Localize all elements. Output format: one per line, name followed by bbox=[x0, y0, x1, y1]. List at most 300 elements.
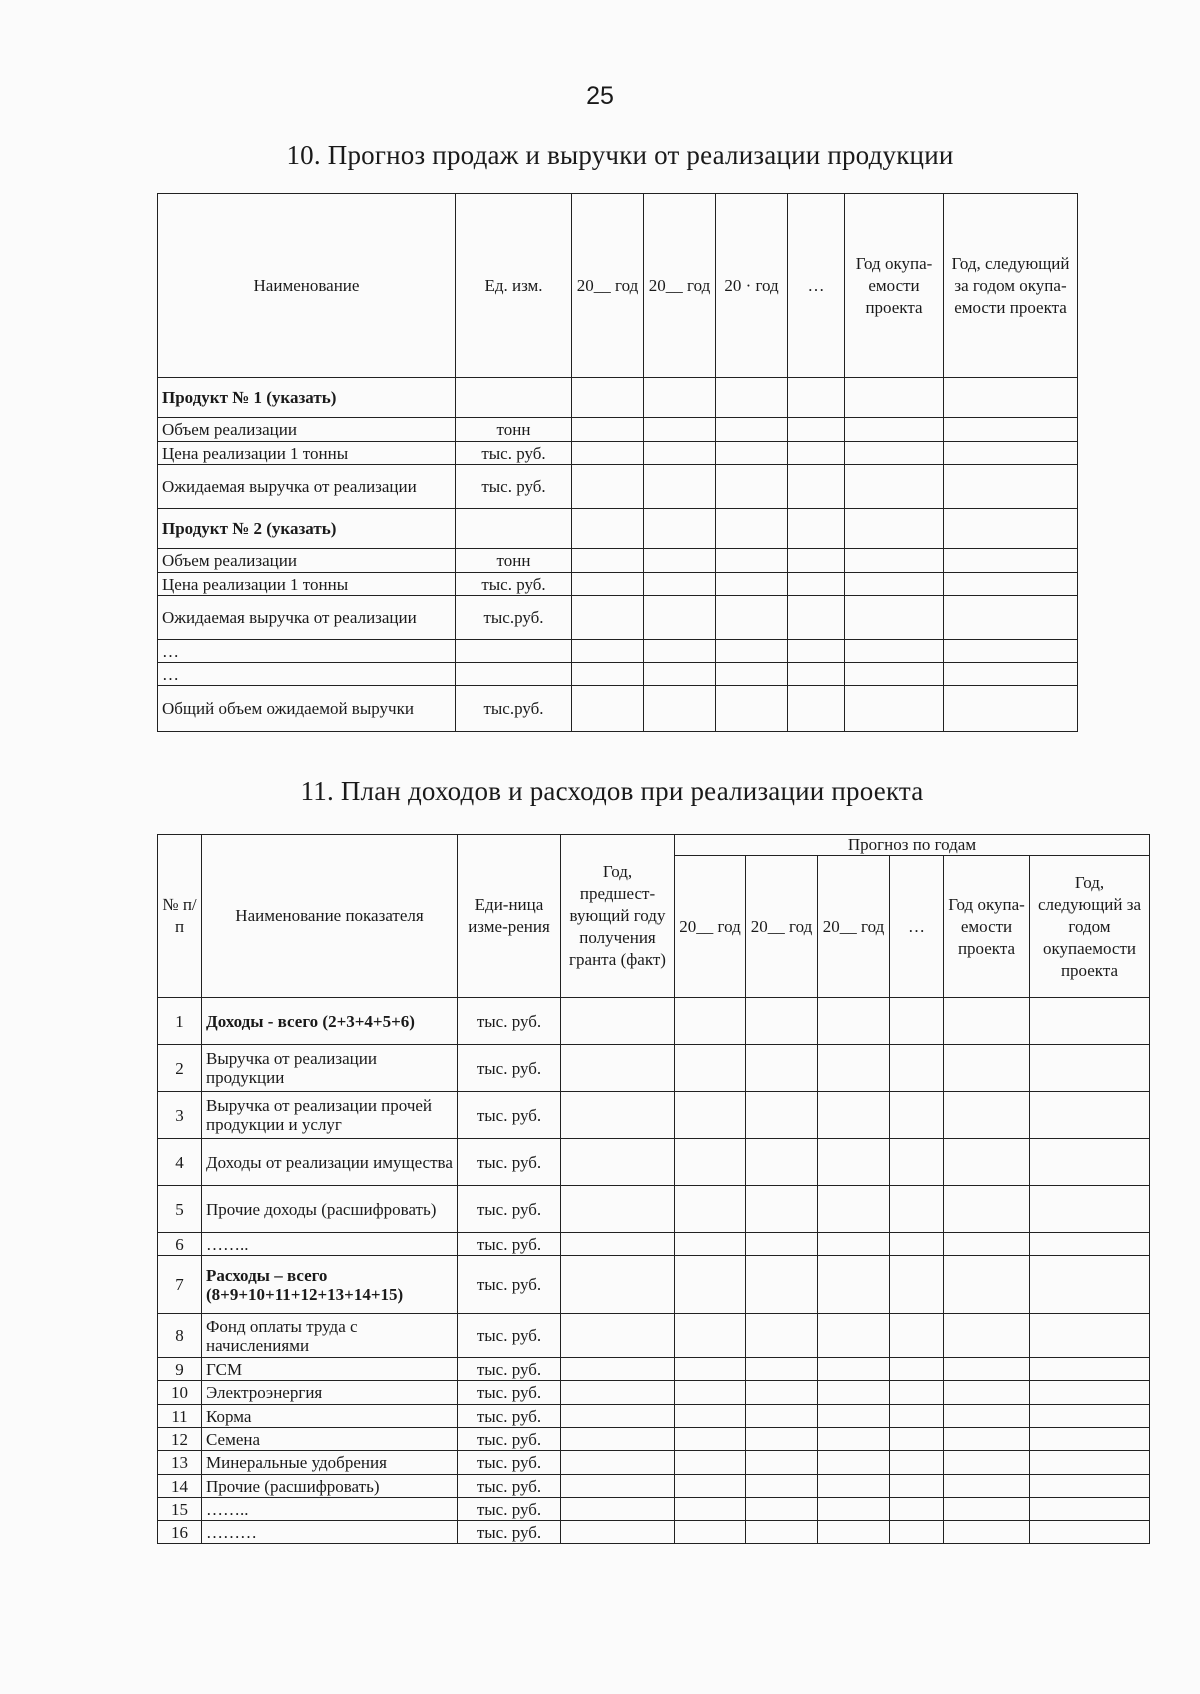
row-unit: тыс. руб. bbox=[458, 1139, 561, 1186]
value-cell bbox=[561, 1428, 675, 1451]
value-cell bbox=[644, 663, 716, 686]
row-name: Электроэнергия bbox=[202, 1381, 458, 1405]
table-row bbox=[158, 1314, 1150, 1358]
value-cell bbox=[561, 1092, 675, 1139]
value-cell bbox=[675, 1475, 746, 1498]
table-row bbox=[158, 1139, 1150, 1186]
value-cell bbox=[675, 1092, 746, 1139]
table-row bbox=[158, 1498, 1150, 1521]
value-cell bbox=[944, 1186, 1030, 1233]
value-cell bbox=[944, 1381, 1030, 1405]
value-cell bbox=[746, 1139, 818, 1186]
table-row bbox=[158, 1233, 1150, 1256]
row-unit bbox=[456, 663, 572, 686]
sales-forecast-table bbox=[157, 193, 1078, 732]
value-cell bbox=[675, 1358, 746, 1381]
value-cell bbox=[944, 573, 1078, 596]
value-cell bbox=[788, 418, 845, 442]
value-cell bbox=[845, 640, 944, 663]
value-cell bbox=[644, 573, 716, 596]
table-row bbox=[158, 1358, 1150, 1381]
row-unit: тыс. руб. bbox=[458, 1475, 561, 1498]
value-cell bbox=[716, 465, 788, 509]
table-row bbox=[158, 998, 1150, 1045]
value-cell bbox=[675, 1451, 746, 1475]
row-name: Семена bbox=[202, 1428, 458, 1451]
row-name: Минеральные удобрения bbox=[202, 1451, 458, 1475]
value-cell bbox=[644, 465, 716, 509]
value-cell bbox=[890, 1186, 944, 1233]
row-name: Выручка от реализации прочей продукции и услуг bbox=[202, 1092, 458, 1139]
value-cell bbox=[644, 418, 716, 442]
value-cell bbox=[944, 442, 1078, 465]
row-name: …….. bbox=[202, 1233, 458, 1256]
value-cell bbox=[890, 1092, 944, 1139]
value-cell bbox=[845, 549, 944, 573]
value-cell bbox=[675, 1186, 746, 1233]
row-unit: тыс. руб. bbox=[458, 1498, 561, 1521]
header-next-year: Год, следующий за годом окупаемости проекта bbox=[1030, 856, 1150, 998]
value-cell bbox=[890, 1475, 944, 1498]
value-cell bbox=[944, 640, 1078, 663]
row-unit: тыс. руб. bbox=[458, 1186, 561, 1233]
row-name: Доходы - всего (2+3+4+5+6) bbox=[202, 998, 458, 1045]
value-cell bbox=[675, 1428, 746, 1451]
value-cell bbox=[644, 686, 716, 732]
value-cell bbox=[572, 663, 644, 686]
value-cell bbox=[845, 509, 944, 549]
value-cell bbox=[944, 465, 1078, 509]
header-name: Наименование bbox=[158, 194, 456, 378]
value-cell bbox=[561, 1405, 675, 1428]
value-cell bbox=[890, 1256, 944, 1314]
value-cell bbox=[818, 1381, 890, 1405]
row-unit: тыс. руб. bbox=[456, 465, 572, 509]
value-cell bbox=[944, 596, 1078, 640]
value-cell bbox=[746, 1405, 818, 1428]
value-cell bbox=[818, 1256, 890, 1314]
value-cell bbox=[561, 998, 675, 1045]
value-cell bbox=[716, 378, 788, 418]
value-cell bbox=[1030, 1139, 1150, 1186]
row-name: Выручка от реализации продукции bbox=[202, 1045, 458, 1092]
value-cell bbox=[716, 640, 788, 663]
row-number: 6 bbox=[158, 1233, 202, 1256]
value-cell bbox=[716, 686, 788, 732]
value-cell bbox=[675, 1233, 746, 1256]
value-cell bbox=[716, 418, 788, 442]
row-name: Продукт № 1 (указать) bbox=[158, 378, 456, 418]
row-name: …….. bbox=[202, 1498, 458, 1521]
value-cell bbox=[1030, 1475, 1150, 1498]
row-number: 7 bbox=[158, 1256, 202, 1314]
value-cell bbox=[675, 1045, 746, 1092]
header-prev-year: Год, предшест-вующий году получения гранта (факт) bbox=[561, 835, 675, 998]
value-cell bbox=[746, 998, 818, 1045]
table-row bbox=[158, 686, 1078, 732]
value-cell bbox=[944, 663, 1078, 686]
value-cell bbox=[675, 1381, 746, 1405]
row-unit: тыс. руб. bbox=[458, 1405, 561, 1428]
value-cell bbox=[890, 1314, 944, 1358]
table-row bbox=[158, 1475, 1150, 1498]
row-name: Прочие (расшифровать) bbox=[202, 1475, 458, 1498]
row-name: ГСМ bbox=[202, 1358, 458, 1381]
value-cell bbox=[845, 465, 944, 509]
row-number: 13 bbox=[158, 1451, 202, 1475]
row-name: ……… bbox=[202, 1521, 458, 1544]
table-row bbox=[158, 1521, 1150, 1544]
row-number: 14 bbox=[158, 1475, 202, 1498]
row-number: 4 bbox=[158, 1139, 202, 1186]
table-row bbox=[158, 1428, 1150, 1451]
page-number: 25 bbox=[586, 82, 614, 110]
row-name: Объем реализации bbox=[158, 549, 456, 573]
table-row bbox=[158, 509, 1078, 549]
value-cell bbox=[818, 1475, 890, 1498]
row-number: 3 bbox=[158, 1092, 202, 1139]
table-row bbox=[158, 442, 1078, 465]
value-cell bbox=[1030, 1092, 1150, 1139]
value-cell bbox=[944, 509, 1078, 549]
value-cell bbox=[944, 1405, 1030, 1428]
value-cell bbox=[818, 1233, 890, 1256]
value-cell bbox=[716, 549, 788, 573]
row-name: Расходы – всего (8+9+10+11+12+13+14+15) bbox=[202, 1256, 458, 1314]
value-cell bbox=[746, 1358, 818, 1381]
value-cell bbox=[716, 663, 788, 686]
value-cell bbox=[572, 378, 644, 418]
value-cell bbox=[944, 1451, 1030, 1475]
header-year-3: 20__ год bbox=[818, 856, 890, 998]
row-name: Прочие доходы (расшифровать) bbox=[202, 1186, 458, 1233]
value-cell bbox=[572, 549, 644, 573]
value-cell bbox=[1030, 1498, 1150, 1521]
value-cell bbox=[890, 1139, 944, 1186]
row-unit bbox=[456, 509, 572, 549]
value-cell bbox=[1030, 1186, 1150, 1233]
value-cell bbox=[572, 509, 644, 549]
value-cell bbox=[1030, 1381, 1150, 1405]
row-number: 12 bbox=[158, 1428, 202, 1451]
value-cell bbox=[818, 1139, 890, 1186]
value-cell bbox=[675, 998, 746, 1045]
value-cell bbox=[818, 998, 890, 1045]
row-unit: тыс. руб. bbox=[456, 442, 572, 465]
row-name: Общий объем ожидаемой выручки bbox=[158, 686, 456, 732]
row-number: 9 bbox=[158, 1358, 202, 1381]
value-cell bbox=[788, 573, 845, 596]
value-cell bbox=[788, 509, 845, 549]
value-cell bbox=[944, 1256, 1030, 1314]
table-row bbox=[158, 1405, 1150, 1428]
value-cell bbox=[890, 1358, 944, 1381]
value-cell bbox=[746, 1475, 818, 1498]
row-unit: тыс. руб. bbox=[458, 1451, 561, 1475]
row-unit: тыс. руб. bbox=[458, 1045, 561, 1092]
value-cell bbox=[716, 596, 788, 640]
section-11-title: 11. План доходов и расходов при реализации проекта bbox=[300, 776, 924, 806]
value-cell bbox=[1030, 1233, 1150, 1256]
value-cell bbox=[746, 1314, 818, 1358]
value-cell bbox=[944, 549, 1078, 573]
row-number: 16 bbox=[158, 1521, 202, 1544]
value-cell bbox=[675, 1521, 746, 1544]
value-cell bbox=[818, 1451, 890, 1475]
row-unit: тыс. руб. bbox=[458, 1314, 561, 1358]
value-cell bbox=[818, 1045, 890, 1092]
value-cell bbox=[944, 378, 1078, 418]
value-cell bbox=[944, 1358, 1030, 1381]
table-row bbox=[158, 1092, 1150, 1139]
value-cell bbox=[890, 998, 944, 1045]
row-number: 1 bbox=[158, 998, 202, 1045]
value-cell bbox=[746, 1498, 818, 1521]
value-cell bbox=[890, 1451, 944, 1475]
value-cell bbox=[944, 1045, 1030, 1092]
header-next-year: Год, следующий за годом окупа-емости проекта bbox=[944, 194, 1078, 378]
value-cell bbox=[845, 378, 944, 418]
value-cell bbox=[944, 686, 1078, 732]
value-cell bbox=[644, 596, 716, 640]
row-number: 2 bbox=[158, 1045, 202, 1092]
row-unit: тыс. руб. bbox=[458, 1358, 561, 1381]
value-cell bbox=[845, 686, 944, 732]
header-unit: Ед. изм. bbox=[456, 194, 572, 378]
value-cell bbox=[788, 442, 845, 465]
header-year-2: 20__ год bbox=[644, 194, 716, 378]
value-cell bbox=[944, 1428, 1030, 1451]
row-name: Фонд оплаты труда с начислениями bbox=[202, 1314, 458, 1358]
table-row bbox=[158, 1381, 1150, 1405]
value-cell bbox=[890, 1428, 944, 1451]
row-unit: тыс. руб. bbox=[458, 1256, 561, 1314]
header-payback-year: Год окупа-емости проекта bbox=[944, 856, 1030, 998]
value-cell bbox=[572, 640, 644, 663]
value-cell bbox=[1030, 1521, 1150, 1544]
table-header-row bbox=[158, 835, 1150, 856]
header-year-1: 20__ год bbox=[675, 856, 746, 998]
value-cell bbox=[746, 1451, 818, 1475]
value-cell bbox=[818, 1428, 890, 1451]
row-name: Цена реализации 1 тонны bbox=[158, 442, 456, 465]
table-row bbox=[158, 1186, 1150, 1233]
value-cell bbox=[890, 1405, 944, 1428]
header-ellipsis: … bbox=[788, 194, 845, 378]
value-cell bbox=[561, 1475, 675, 1498]
value-cell bbox=[788, 640, 845, 663]
value-cell bbox=[944, 1521, 1030, 1544]
value-cell bbox=[788, 663, 845, 686]
row-unit: тонн bbox=[456, 418, 572, 442]
value-cell bbox=[746, 1092, 818, 1139]
header-ellipsis: … bbox=[890, 856, 944, 998]
value-cell bbox=[788, 596, 845, 640]
table-row bbox=[158, 640, 1078, 663]
value-cell bbox=[1030, 1045, 1150, 1092]
value-cell bbox=[818, 1092, 890, 1139]
value-cell bbox=[746, 1428, 818, 1451]
value-cell bbox=[561, 1381, 675, 1405]
table-row bbox=[158, 1045, 1150, 1092]
value-cell bbox=[818, 1521, 890, 1544]
value-cell bbox=[818, 1405, 890, 1428]
value-cell bbox=[561, 1314, 675, 1358]
income-expense-table bbox=[157, 834, 1150, 1544]
row-unit: тыс. руб. bbox=[458, 1092, 561, 1139]
row-unit: тыс. руб. bbox=[458, 1233, 561, 1256]
header-name: Наименование показателя bbox=[202, 835, 458, 998]
value-cell bbox=[890, 1381, 944, 1405]
row-name: Цена реализации 1 тонны bbox=[158, 573, 456, 596]
row-unit: тыс. руб. bbox=[458, 998, 561, 1045]
value-cell bbox=[561, 1521, 675, 1544]
value-cell bbox=[818, 1186, 890, 1233]
row-name: Доходы от реализации имущества bbox=[202, 1139, 458, 1186]
header-year-1: 20__ год bbox=[572, 194, 644, 378]
value-cell bbox=[675, 1139, 746, 1186]
value-cell bbox=[818, 1314, 890, 1358]
value-cell bbox=[716, 509, 788, 549]
value-cell bbox=[845, 573, 944, 596]
value-cell bbox=[572, 442, 644, 465]
row-unit: тыс. руб. bbox=[458, 1428, 561, 1451]
value-cell bbox=[675, 1405, 746, 1428]
value-cell bbox=[561, 1045, 675, 1092]
value-cell bbox=[944, 1092, 1030, 1139]
row-name: Корма bbox=[202, 1405, 458, 1428]
row-name: Ожидаемая выручка от реализации bbox=[158, 465, 456, 509]
value-cell bbox=[944, 1139, 1030, 1186]
value-cell bbox=[561, 1256, 675, 1314]
table-row bbox=[158, 573, 1078, 596]
value-cell bbox=[561, 1233, 675, 1256]
value-cell bbox=[845, 418, 944, 442]
value-cell bbox=[1030, 1405, 1150, 1428]
value-cell bbox=[788, 378, 845, 418]
row-number: 10 bbox=[158, 1381, 202, 1405]
value-cell bbox=[944, 1314, 1030, 1358]
header-year-3: 20 · год bbox=[716, 194, 788, 378]
header-forecast: Прогноз по годам bbox=[675, 835, 1150, 856]
table-row bbox=[158, 465, 1078, 509]
value-cell bbox=[572, 596, 644, 640]
value-cell bbox=[1030, 1451, 1150, 1475]
row-number: 15 bbox=[158, 1498, 202, 1521]
table-row bbox=[158, 1451, 1150, 1475]
value-cell bbox=[561, 1139, 675, 1186]
table-row bbox=[158, 596, 1078, 640]
value-cell bbox=[788, 686, 845, 732]
value-cell bbox=[572, 686, 644, 732]
value-cell bbox=[890, 1521, 944, 1544]
row-unit: тыс.руб. bbox=[456, 686, 572, 732]
value-cell bbox=[944, 998, 1030, 1045]
value-cell bbox=[944, 1498, 1030, 1521]
row-name: … bbox=[158, 640, 456, 663]
value-cell bbox=[788, 549, 845, 573]
value-cell bbox=[644, 442, 716, 465]
value-cell bbox=[561, 1451, 675, 1475]
value-cell bbox=[675, 1314, 746, 1358]
value-cell bbox=[746, 1256, 818, 1314]
table-row bbox=[158, 549, 1078, 573]
row-number: 8 bbox=[158, 1314, 202, 1358]
value-cell bbox=[890, 1498, 944, 1521]
value-cell bbox=[845, 596, 944, 640]
row-number: 5 bbox=[158, 1186, 202, 1233]
value-cell bbox=[746, 1521, 818, 1544]
row-name: … bbox=[158, 663, 456, 686]
header-payback-year: Год окупа-емости проекта bbox=[845, 194, 944, 378]
row-name: Ожидаемая выручка от реализации bbox=[158, 596, 456, 640]
value-cell bbox=[845, 663, 944, 686]
value-cell bbox=[890, 1045, 944, 1092]
value-cell bbox=[644, 549, 716, 573]
table-row bbox=[158, 663, 1078, 686]
header-unit: Еди-ница изме-рения bbox=[458, 835, 561, 998]
table-row bbox=[158, 1256, 1150, 1314]
row-unit: тыс. руб. bbox=[458, 1521, 561, 1544]
row-unit: тонн bbox=[456, 549, 572, 573]
value-cell bbox=[944, 1475, 1030, 1498]
value-cell bbox=[644, 640, 716, 663]
value-cell bbox=[561, 1186, 675, 1233]
table-header-row bbox=[158, 194, 1078, 378]
row-number: 11 bbox=[158, 1405, 202, 1428]
row-unit bbox=[456, 378, 572, 418]
value-cell bbox=[845, 442, 944, 465]
row-unit: тыс. руб. bbox=[458, 1381, 561, 1405]
value-cell bbox=[675, 1498, 746, 1521]
value-cell bbox=[716, 442, 788, 465]
table-row bbox=[158, 418, 1078, 442]
value-cell bbox=[716, 573, 788, 596]
value-cell bbox=[1030, 998, 1150, 1045]
value-cell bbox=[818, 1358, 890, 1381]
value-cell bbox=[788, 465, 845, 509]
value-cell bbox=[746, 1381, 818, 1405]
row-name: Объем реализации bbox=[158, 418, 456, 442]
value-cell bbox=[746, 1186, 818, 1233]
row-unit bbox=[456, 640, 572, 663]
value-cell bbox=[890, 1233, 944, 1256]
value-cell bbox=[644, 378, 716, 418]
row-unit: тыс. руб. bbox=[456, 573, 572, 596]
value-cell bbox=[675, 1256, 746, 1314]
value-cell bbox=[746, 1233, 818, 1256]
value-cell bbox=[572, 418, 644, 442]
header-num: № п/ п bbox=[158, 835, 202, 998]
value-cell bbox=[561, 1498, 675, 1521]
row-name: Продукт № 2 (указать) bbox=[158, 509, 456, 549]
value-cell bbox=[944, 1233, 1030, 1256]
value-cell bbox=[1030, 1314, 1150, 1358]
value-cell bbox=[746, 1045, 818, 1092]
value-cell bbox=[818, 1498, 890, 1521]
header-year-2: 20__ год bbox=[746, 856, 818, 998]
value-cell bbox=[561, 1358, 675, 1381]
value-cell bbox=[572, 573, 644, 596]
section-10-title: 10. Прогноз продаж и выручки от реализации продукции bbox=[286, 140, 954, 170]
value-cell bbox=[944, 418, 1078, 442]
value-cell bbox=[1030, 1358, 1150, 1381]
value-cell bbox=[1030, 1428, 1150, 1451]
value-cell bbox=[572, 465, 644, 509]
value-cell bbox=[644, 509, 716, 549]
value-cell bbox=[1030, 1256, 1150, 1314]
row-unit: тыс.руб. bbox=[456, 596, 572, 640]
